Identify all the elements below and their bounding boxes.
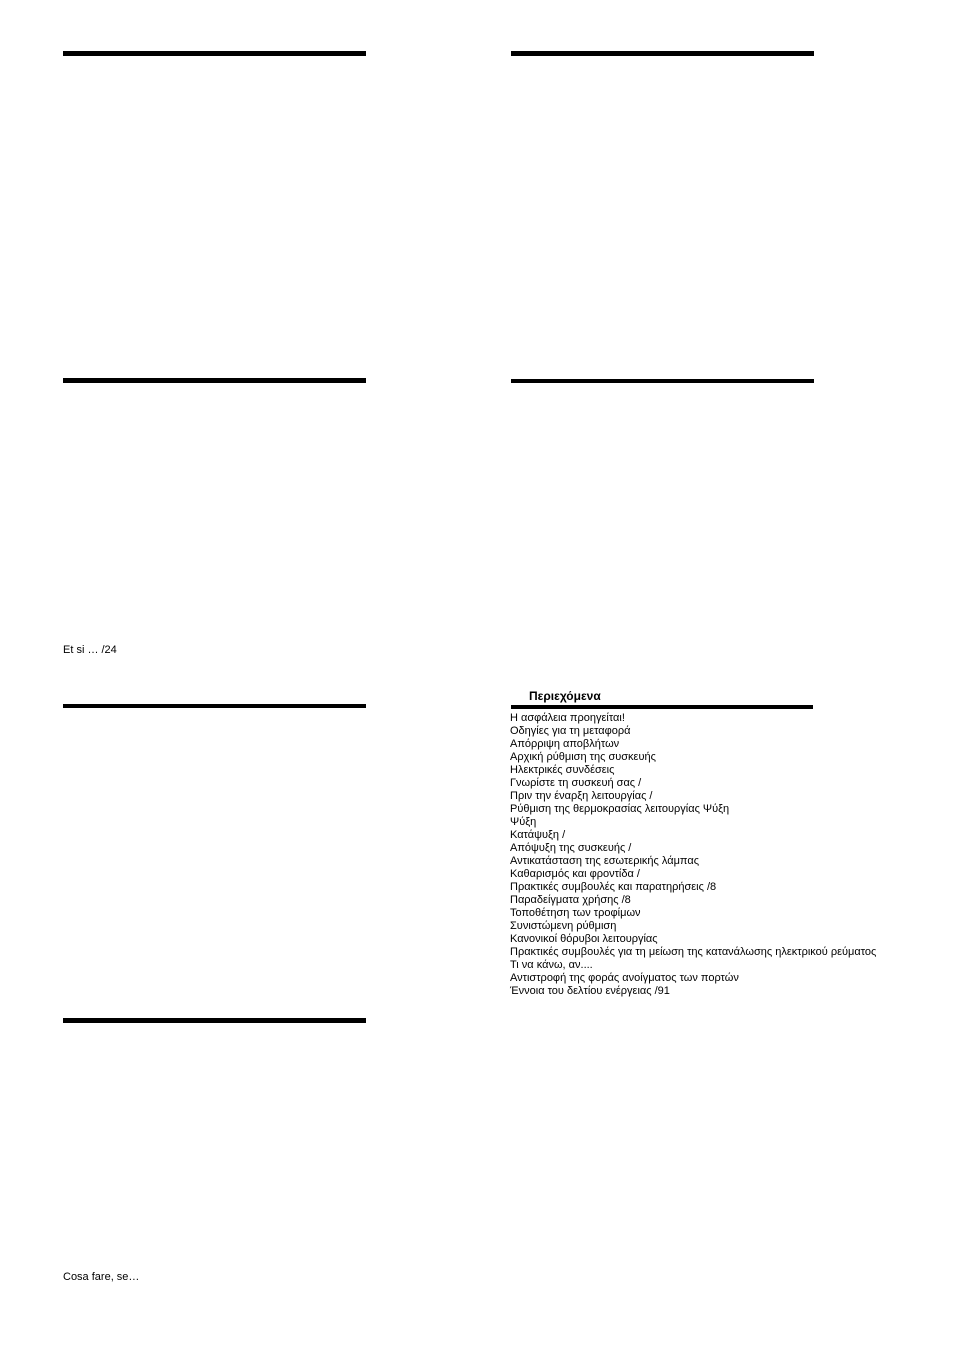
toc-item: Οδηγίες για τη μεταφορά [510,725,631,737]
toc-item: Ηλεκτρικές συνδέσεις [510,764,615,776]
section-rule-right-2 [511,379,814,383]
toc-item: Πρακτικές συμβουλές και παρατηρήσεις /8 [510,881,717,893]
toc-item: Παραδείγματα χρήσης /8 [510,894,631,906]
toc-heading: Περιεχόμενα [529,689,601,703]
section-rule-left-2 [63,378,366,383]
toc-item: Αρχική ρύθμιση της συσκευής [510,751,656,763]
toc-item: Πριν την έναρξη λειτουργίας / [510,790,653,802]
toc-item: Αντιστροφή της φοράς ανοίγματος των πορτών [510,972,739,984]
section-rule-left-4 [63,1018,366,1023]
toc-item: Ψύξη [510,816,537,828]
toc-entry-it-troubleshooting: Cosa fare, se… [63,1271,140,1283]
toc-item: Κατάψυξη / [510,829,566,841]
toc-item: Αντικατάσταση της εσωτερικής λάμπας [510,855,699,867]
toc-entry-fr-troubleshooting: Et si … /24 [63,644,117,656]
toc-item: Γνωρίστε τη συσκευή σας / [510,777,642,789]
toc-item: Απόψυξη της συσκευής / [510,842,632,854]
toc-item: Έννοια του δελτίου ενέργειας /91 [510,985,670,997]
toc-item: Συνιστώμενη ρύθμιση [510,920,617,932]
toc-item: Τι να κάνω, αν.... [510,959,593,971]
toc-item: Ρύθμιση της θερμοκρασίας λειτουργίας Ψύξη [510,803,730,815]
section-rule-left-1 [63,51,366,56]
section-rule-right-3 [511,705,813,709]
toc-item: Απόρριψη αποβλήτων [510,738,620,750]
toc-item: Πρακτικές συμβουλές για τη μείωση της κατανάλωσης ηλεκτρικού ρεύματος [510,946,877,958]
section-rule-left-3 [63,704,366,708]
toc-list [510,712,876,998]
toc-item: Τοποθέτηση των τροφίμων [510,907,641,919]
toc-item: Η ασφάλεια προηγείται! [510,712,625,724]
toc-item: Καθαρισμός και φροντίδα / [510,868,640,880]
section-rule-right-1 [511,51,814,56]
toc-item: Κανονικοί θόρυβοι λειτουργίας [510,933,658,945]
